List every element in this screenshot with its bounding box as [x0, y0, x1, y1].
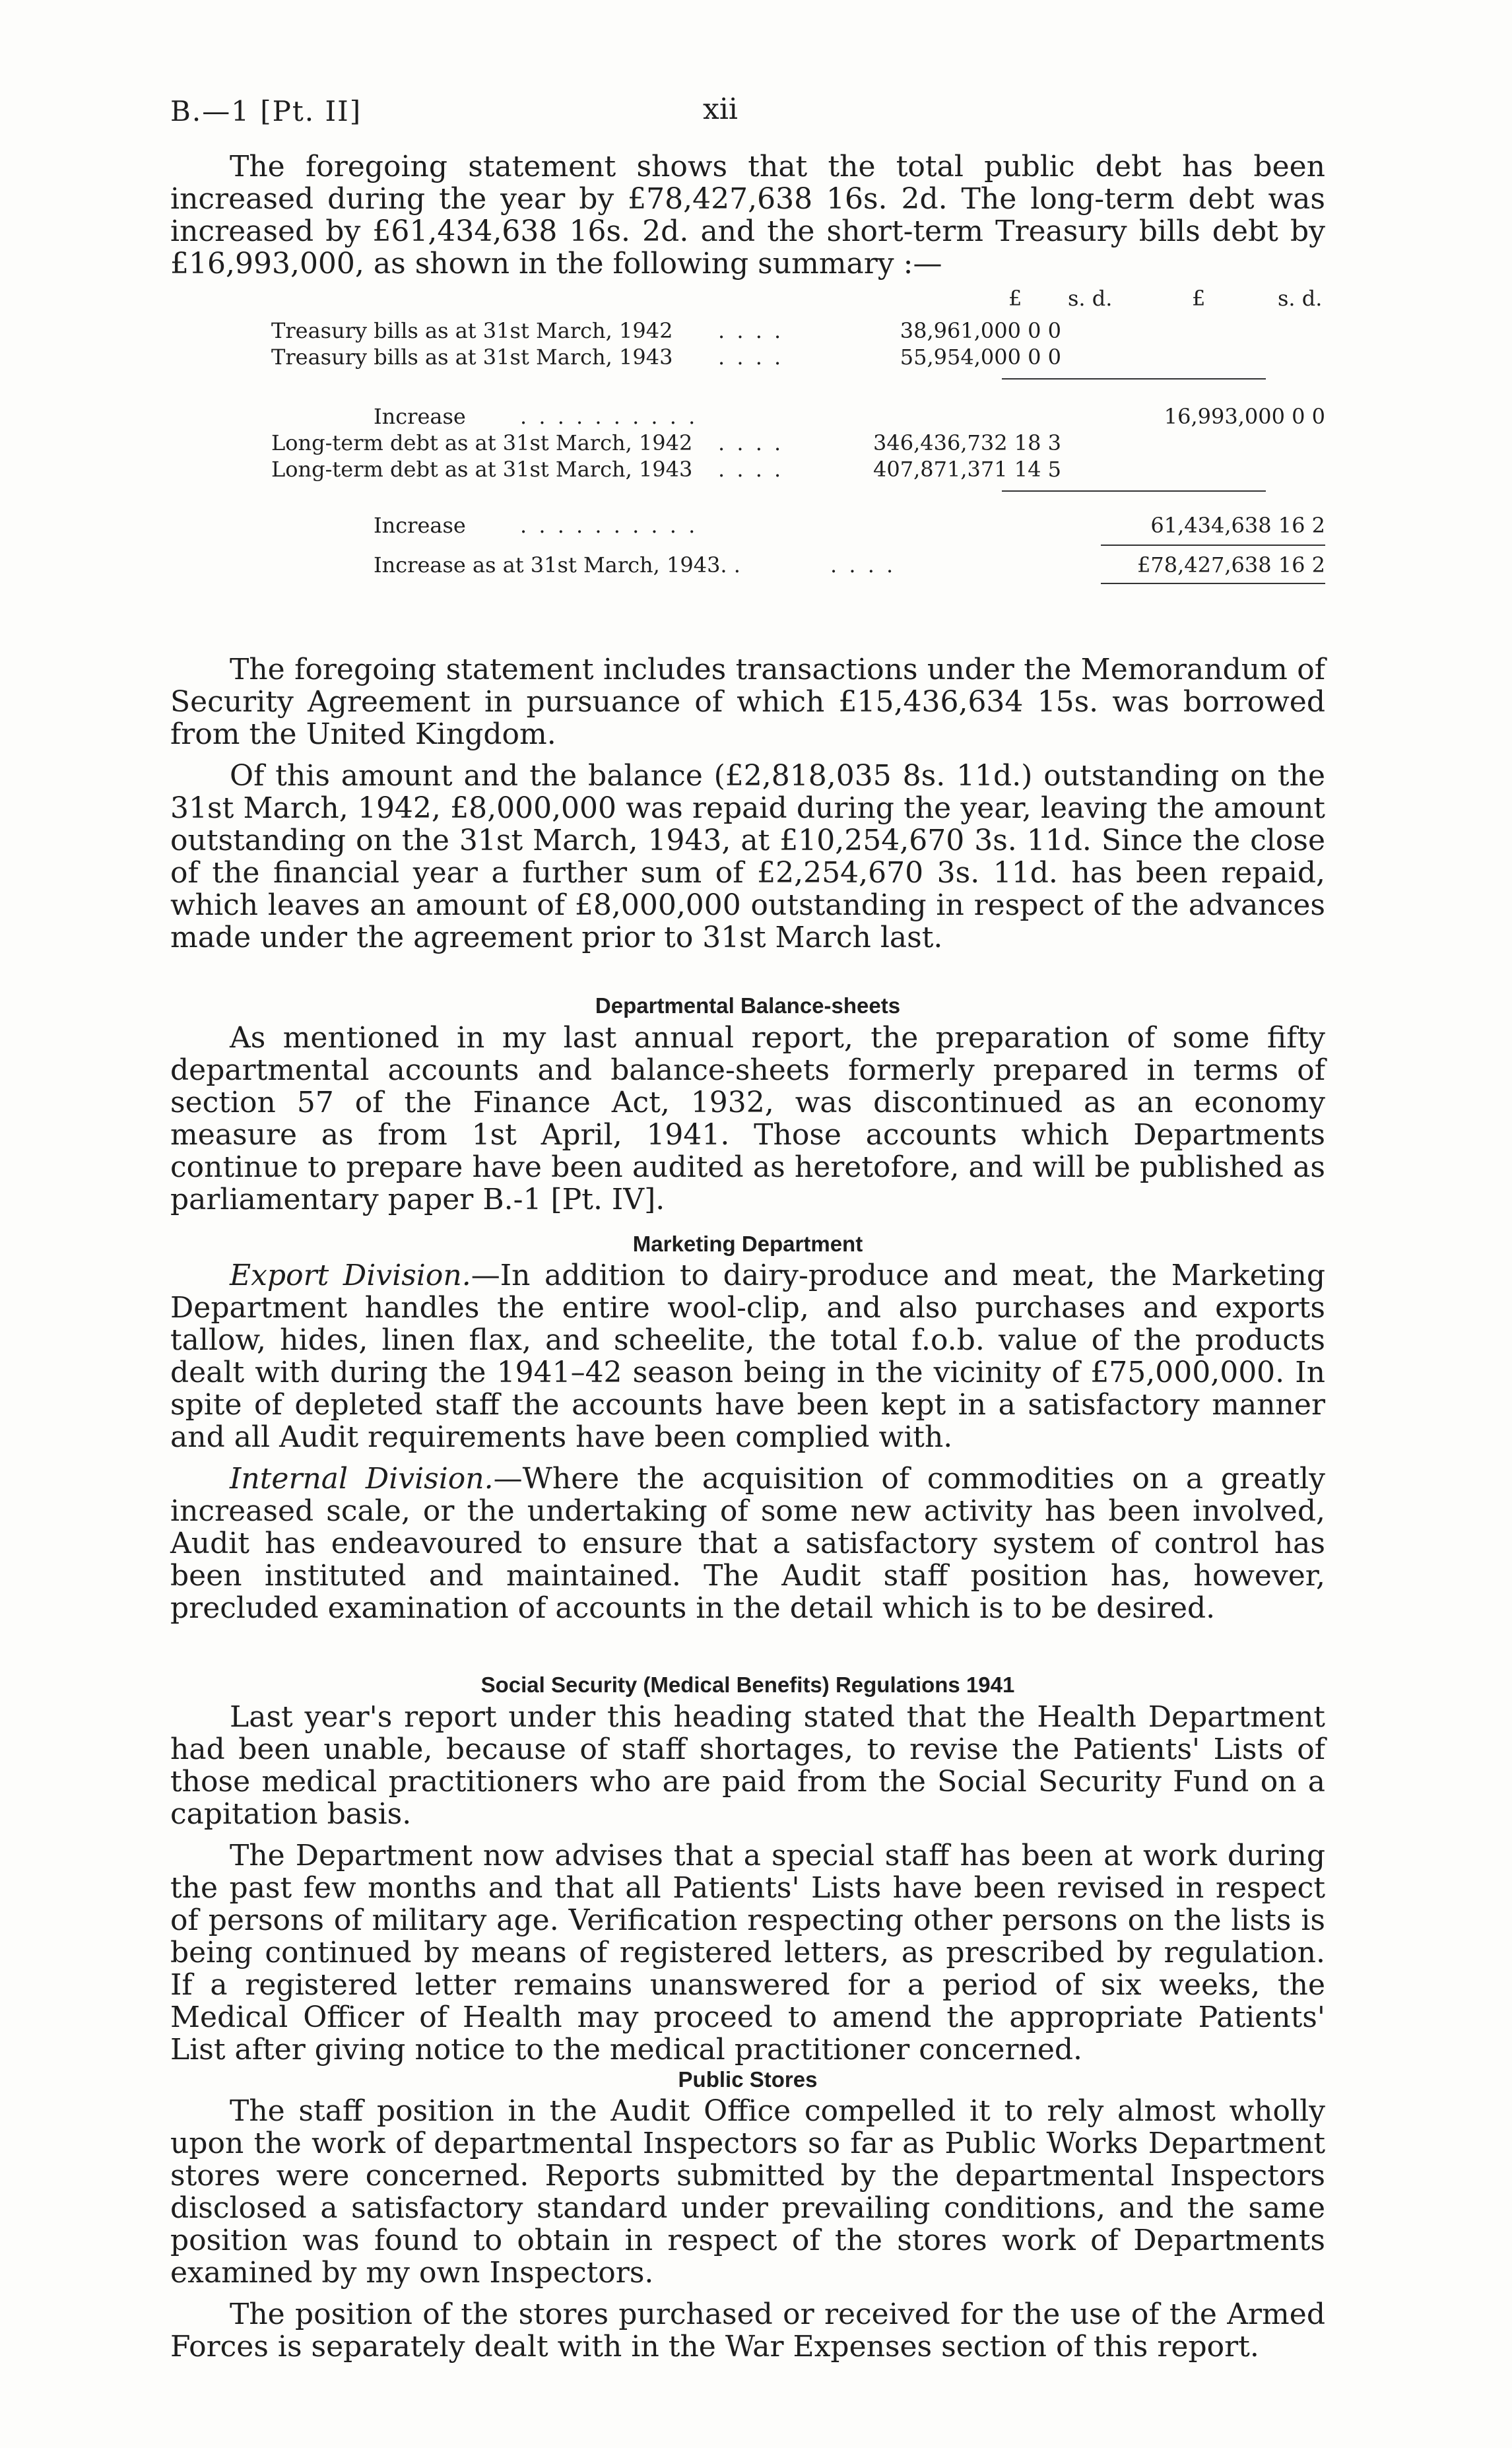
page-header-reference: B.—1 [Pt. II] [170, 95, 362, 127]
table-row [170, 552, 1325, 579]
row-label: Increase as at 31st March, 1943. . [374, 552, 740, 578]
row-label: Treasury bills as at 31st March, 1942 [271, 318, 673, 343]
row-leaders: . . . . [718, 318, 784, 343]
table-row [170, 318, 1325, 345]
stores-paragraph-1: The staff position in the Audit Office compelled it to rely almost wholly upon the work of departmental Inspectors so far as Public Works Department stores were concerned. Reports submitted by the departmental Inspectors disclosed a satisfactory standard under prevailing conditions, and the same position was found to obtain in respect of the stores work of Departments examined by my own Inspectors. [170, 2094, 1325, 2290]
table-row [170, 513, 1325, 539]
heading-departmental-balance-sheets: Departmental Balance-sheets [595, 993, 901, 1018]
row-leaders: . . . . . . . . . . [520, 513, 698, 538]
export-division-title: Export Division. [230, 1259, 471, 1292]
row-leaders: . . . . [718, 457, 784, 482]
row-amount-col2: 16,993,000 0 0 [1164, 404, 1325, 429]
table-row [170, 457, 1325, 483]
table-row [170, 345, 1325, 371]
row-label: Treasury bills as at 31st March, 1943 [271, 345, 673, 370]
internal-division-title: Internal Division. [230, 1462, 494, 1496]
col2-sd-header: s. d. [1278, 286, 1323, 311]
table-row [170, 430, 1325, 457]
row-amount-col1: 38,961,000 0 0 [900, 318, 1061, 343]
row-label: Increase [374, 404, 466, 429]
internal-division-text: —Where the acquisition of commodities on a greatly increased scale, or the undertaking of some new activity has been involved, Audit has endeavoured to ensure that a satisfactory system of control has been instituted and maintained. The Audit staff position has, however, precluded examination of accounts in the detail which is to be desired. [170, 1462, 1325, 1625]
col1-sd-header: s. d. [1068, 286, 1113, 311]
social-paragraph-2: The Department now advises that a special staff has been at work during the past few months and that all Patients' Lists have been revised in respect of persons of military age. Verification respecting other persons on the lists is being continued by means of registered letters, as prescribed by regulation. If a registered letter remains unanswered for a period of six weeks, the Medical Officer of Health may proceed to amend the appropriate Patients' List after giving notice to the medical practitioner concerned. [170, 1839, 1325, 2067]
total-rule [1101, 545, 1325, 546]
stores-paragraph-2: The position of the stores purchased or received for the use of the Armed Forces is separately dealt with in the War Expenses section of this report. [170, 2298, 1325, 2364]
row-amount-col1: 407,871,371 14 5 [873, 457, 1061, 482]
row-leaders: . . . . [718, 430, 784, 455]
export-division-paragraph [170, 1259, 1325, 1453]
row-leaders: . . . . [830, 552, 896, 578]
debt-summary-table [170, 287, 1325, 591]
row-amount-col1: 346,436,732 18 3 [873, 430, 1061, 455]
row-leaders: . . . . [718, 345, 784, 370]
social-security-section [170, 1701, 1325, 2075]
marketing-section [170, 1259, 1325, 1634]
security-agreement-section [170, 653, 1325, 963]
row-amount-col2: 61,434,638 16 2 [1150, 513, 1325, 538]
security-paragraph-1: The foregoing statement includes transactions under the Memorandum of Security Agreement in pursuance of which £15,436,634 15s. was borrowed from the United Kingdom. [170, 653, 1325, 751]
subtotal-rule [1002, 490, 1266, 492]
intro-paragraph [170, 150, 1325, 289]
row-label: Long-term debt as at 31st March, 1942 [271, 430, 693, 455]
total-rule [1101, 583, 1325, 584]
departmental-paragraph: As mentioned in my last annual report, the preparation of some fifty departmental accounts and balance-sheets formerly prepared in terms of section 57 of the Finance Act, 1932, was discontinued as an economy measure as from 1st April, 1941. Those accounts which Departments continue to prepare have been audited as heretofore, and will be published as parliamentary paper B.-1 [Pt. IV]. [170, 1021, 1325, 1216]
row-amount-col2: £78,427,638 16 2 [1137, 552, 1325, 578]
heading-public-stores: Public Stores [678, 2067, 818, 2092]
heading-marketing-department: Marketing Department [632, 1232, 863, 1256]
public-stores-section [170, 2095, 1325, 2372]
col2-pounds-header: £ [1192, 286, 1206, 311]
social-paragraph-1: Last year's report under this heading stated that the Health Department had been unable, because of staff shortages, to revise the Patients' Lists of those medical practitioners who are paid from the Social Security Fund on a capitation basis. [170, 1700, 1325, 1831]
table-row [170, 404, 1325, 430]
row-label: Long-term debt as at 31st March, 1943 [271, 457, 693, 482]
row-leaders: . . . . . . . . . . [520, 404, 698, 429]
row-label: Increase [374, 513, 466, 538]
page-number: xii [703, 92, 738, 126]
row-amount-col1: 55,954,000 0 0 [900, 345, 1061, 370]
intro-text: The foregoing statement shows that the total public debt has been increased during the year by £78,427,638 16s. 2d. The long-term debt was increased by £61,434,638 16s. 2d. and the short-term Treasury bills debt by £16,993,000, as shown in the following summary :— [170, 150, 1325, 281]
heading-social-security: Social Security (Medical Benefits) Regulations 1941 [480, 1672, 1015, 1697]
departmental-section [170, 1022, 1325, 1225]
subtotal-rule [1002, 378, 1266, 380]
export-division-text: —In addition to dairy-produce and meat, the Marketing Department handles the entire wool-clip, and also purchases and exports tallow, hides, linen flax, and scheelite, the total f.o.b. value of the products dealt with during the 1941–42 season being in the vicinity of £75,000,000. In spite of depleted staff the accounts have been kept in a satisfactory manner and all Audit requirements have been complied with. [170, 1259, 1325, 1454]
security-paragraph-2: Of this amount and the balance (£2,818,035 8s. 11d.) outstanding on the 31st March, 1942, £8,000,000 was repaid during the year, leaving the amount outstanding on the 31st March, 1943, at £10,254,670 3s. 11d. Since the close of the financial year a further sum of £2,254,670 3s. 11d. has been repaid, which leaves an amount of £8,000,000 outstanding in respect of the advances made under the agreement prior to 31st March last. [170, 759, 1325, 954]
col1-pounds-header: £ [1008, 286, 1022, 311]
internal-division-paragraph [170, 1463, 1325, 1624]
